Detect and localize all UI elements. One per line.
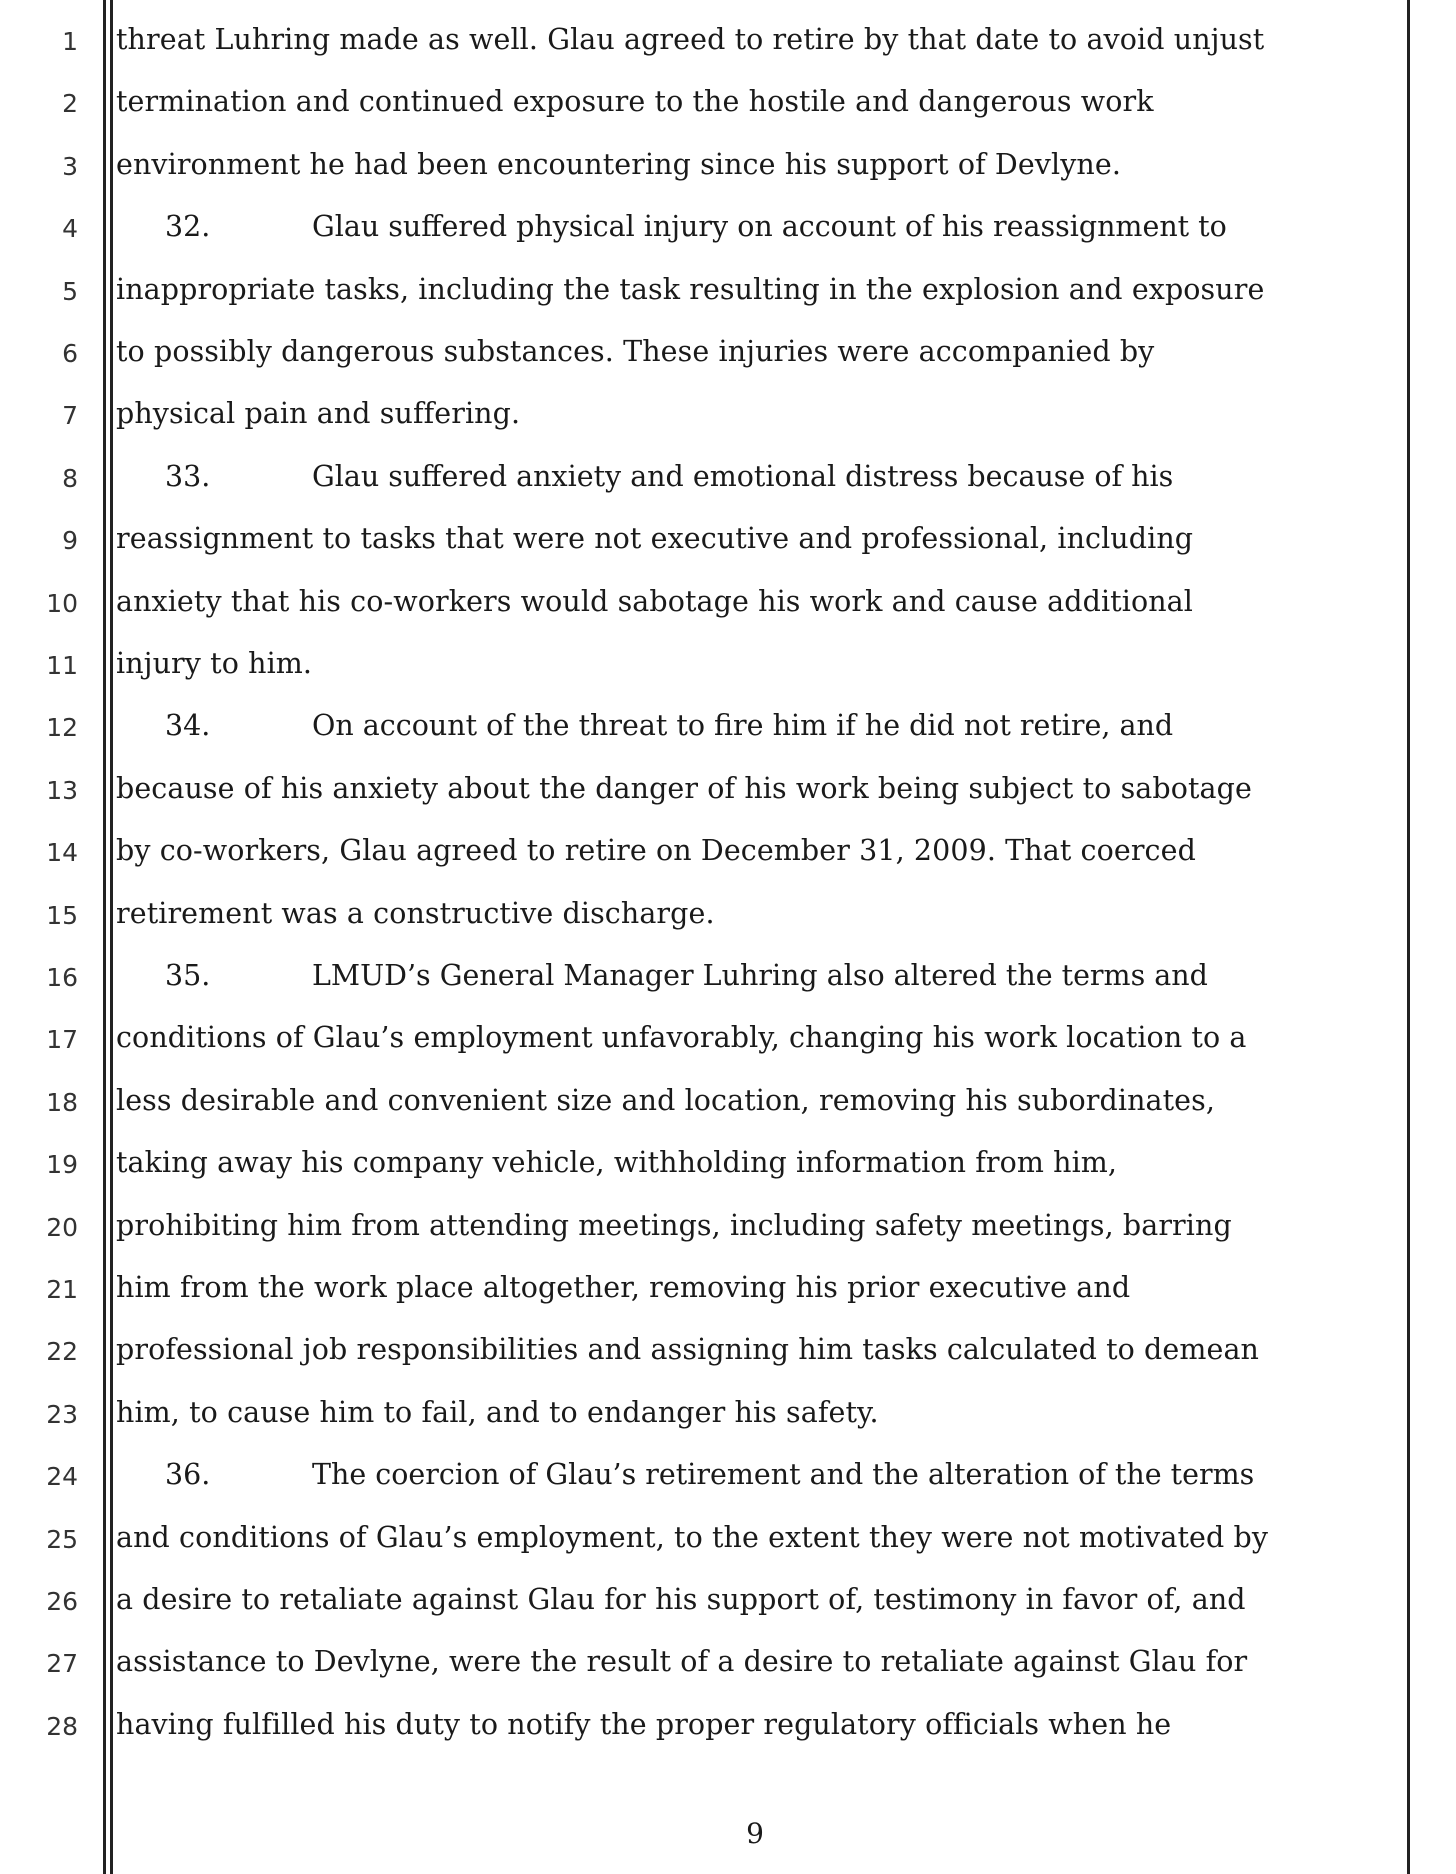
paragraph-first-line: Glau suffered physical injury on account of his reassignment to [312, 210, 1227, 244]
line-number: 14 [46, 838, 78, 868]
paragraph-first-line: On account of the threat to fire him if he did not retire, and [312, 709, 1174, 743]
line-number: 2 [62, 89, 78, 119]
line-number: 13 [46, 775, 78, 805]
text-line: him from the work place altogether, removing his prior executive and [116, 1271, 1131, 1304]
line-number: 16 [46, 963, 78, 992]
text-line: termination and continued exposure to the hostile and dangerous work [116, 85, 1154, 119]
text-line: professional job responsibilities and assigning him tasks calculated to demean [116, 1333, 1259, 1367]
line-number: 9 [62, 526, 78, 556]
paragraph-first-line: LMUD’s General Manager Luhring also altered the terms and [312, 959, 1208, 992]
paragraph-number: 34. [165, 709, 211, 743]
text-line: having fulfilled his duty to notify the proper regulatory officials when he [116, 1707, 1172, 1741]
paragraph-number: 36. [165, 1458, 211, 1492]
line-number: 24 [46, 1462, 78, 1492]
line-number: 1 [62, 27, 78, 56]
text-line: inappropriate tasks, including the task resulting in the explosion and exposure [116, 272, 1265, 306]
line-number: 10 [46, 588, 78, 618]
line-number: 6 [62, 339, 78, 368]
text-line: prohibiting him from attending meetings, including safety meetings, barring [116, 1208, 1232, 1242]
line-number: 21 [46, 1275, 78, 1304]
paragraph-first-line: Glau suffered anxiety and emotional distress because of his [312, 459, 1174, 493]
text-line: retirement was a constructive discharge. [116, 896, 715, 930]
line-number: 17 [46, 1025, 78, 1055]
text-line: and conditions of Glau’s employment, to the extent they were not motivated by [116, 1520, 1269, 1554]
text-line: reassignment to tasks that were not executive and professional, including [116, 522, 1194, 556]
line-number: 15 [46, 900, 78, 930]
left-margin-rule-inner [110, 0, 113, 1874]
line-number: 19 [46, 1150, 78, 1180]
paragraph-number: 35. [165, 959, 211, 992]
line-number: 23 [46, 1399, 78, 1429]
text-line: anxiety that his co-workers would sabotage his work and cause additional [116, 584, 1193, 618]
text-line: threat Luhring made as well. Glau agreed to retire by that date to avoid unjust [116, 23, 1265, 56]
line-number: 3 [62, 151, 78, 181]
line-number: 26 [46, 1587, 78, 1616]
text-line: physical pain and suffering. [116, 397, 521, 431]
text-line: environment he had been encountering since his support of Devlyne. [116, 147, 1122, 181]
paragraph-number: 33. [165, 459, 211, 493]
text-line: injury to him. [116, 647, 313, 680]
line-number: 11 [46, 651, 78, 680]
paragraph-first-line: The coercion of Glau’s retirement and the alteration of the terms [312, 1458, 1255, 1492]
line-number: 22 [46, 1337, 78, 1367]
paragraph-number: 32. [165, 210, 211, 244]
line-number: 5 [62, 276, 78, 306]
text-line: because of his anxiety about the danger of his work being subject to sabotage [116, 771, 1252, 805]
line-number: 12 [46, 713, 78, 743]
right-margin-rule [1407, 0, 1410, 1874]
line-number: 25 [46, 1524, 78, 1554]
line-number: 4 [62, 214, 78, 244]
left-margin-rule-outer [103, 0, 106, 1874]
line-number: 27 [46, 1649, 78, 1679]
line-number: 20 [46, 1212, 78, 1242]
text-line: a desire to retaliate against Glau for his support of, testimony in favor of, and [116, 1583, 1246, 1616]
text-line: by co-workers, Glau agreed to retire on December 31, 2009. That coerced [116, 834, 1196, 868]
text-line: him, to cause him to fail, and to endanger his safety. [116, 1395, 879, 1429]
text-line: less desirable and convenient size and location, removing his subordinates, [116, 1083, 1216, 1117]
line-number: 8 [62, 463, 78, 493]
text-line: assistance to Devlyne, were the result of a desire to retaliate against Glau for [116, 1645, 1248, 1679]
line-number: 18 [46, 1087, 78, 1117]
line-number: 28 [46, 1711, 78, 1741]
text-line: conditions of Glau’s employment unfavorably, changing his work location to a [116, 1021, 1247, 1055]
text-line: to possibly dangerous substances. These injuries were accompanied by [116, 335, 1155, 368]
page-number: 9 [746, 1817, 764, 1850]
text-line: taking away his company vehicle, withholding information from him, [116, 1146, 1118, 1180]
line-number: 7 [62, 401, 78, 431]
